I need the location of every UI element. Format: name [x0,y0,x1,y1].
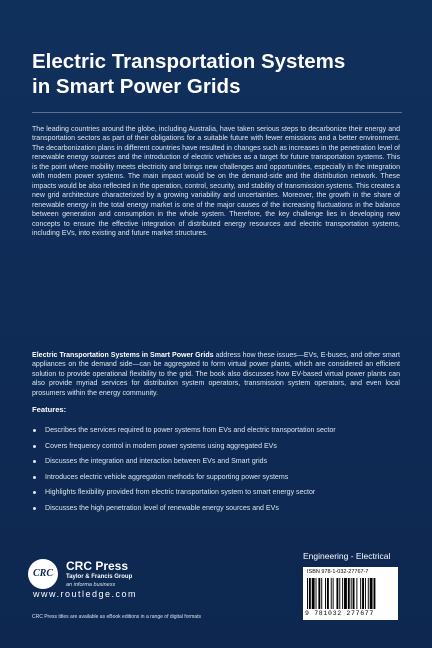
crc-logo-icon: CRC [28,559,58,589]
barcode [303,567,398,620]
description-paragraph-1: The leading countries around the globe, including Australia, have taken serious steps to decarbonize their energy and transportation sectors as part of their obligations for a suitable future with fewer emissions and a better environment. The decarbonization plans in different countries have resulted in changes such as increases in the penetration level of renewable energy sources and the introduction of electric vehicles as a target for future transportation systems. This is the point where mobility meets electricity and brings new challenges and opportunities, especially in the integration with modern power systems. The main impact would be on the demand-side and the distribution network. These impacts would be also reflected in the operation, control, security, and stability of transmission systems. This creates a new grid architecture characterized by a growing variability and uncertainties. Moreover, the growth in the share of renewable energy in the total energy market is one of the major causes of the increasing fluctuations in the balance between generation and consumption in the whole system. Therefore, the key challenge lies in developing new concepts to ensure the effective integration of distributed energy resources and electric transportation systems, including EVs, into existing and future market structures. [32,126,400,237]
feature-text: Discusses the high penetration level of renewable energy sources and EVs [45,504,279,512]
feature-item [32,488,392,497]
barcode-number: 9 781032 277677 [305,610,375,617]
feature-text: Covers frequency control in modern power systems using aggregated EVs [45,442,277,450]
publisher-url: www.routledge.com [33,589,138,599]
publisher-tagline: an informa business [66,582,116,588]
feature-text: Describes the services required to power systems from EVs and electric transportation sector [45,427,336,434]
description-paragraph-2 [32,351,400,398]
publisher-group: Taylor & Francis Group [66,574,133,580]
bullet-icon [33,507,36,510]
publisher-name: CRC Press [66,559,129,573]
bullet-icon [33,460,36,463]
title-divider [32,112,402,113]
feature-text: Discusses the integration and interaction between EVs and Smart grids [45,458,268,465]
book-title-line2: in Smart Power Grids [32,75,241,98]
feature-item [32,504,392,513]
barcode-bars-icon [307,578,394,609]
feature-item [32,426,392,435]
bullet-icon [33,445,36,448]
feature-text: Introduces electric vehicle aggregation methods for supporting power systems [45,473,289,481]
feature-item [32,457,392,466]
features-heading: Features: [32,405,67,414]
bullet-icon [33,491,36,494]
feature-item [32,442,392,451]
bullet-icon [33,429,36,432]
book-title [32,49,402,99]
feature-text: Highlights flexibility provided from electric transportation system to smart energy sector [45,489,316,496]
feature-item [32,473,392,482]
description-book-title: Electric Transportation Systems in Smart Power Grids [32,352,214,359]
ebook-footnote: CRC Press titles are available as eBook editions in a range of digital formats [32,614,201,620]
description-paragraph-2-text: address how these issues—EVs, E-buses, and other smart appliances on the demand side—can be aggregated to form virtual power plants, which are considered an efficient solution to provide operational flexibility to the grid. The book also discusses how EV-based virtual power plants can also provide myriad services for distribution system operators, transmission system operators, and even local prosumers within the energy community. [32,352,400,397]
bullet-icon [33,476,36,479]
book-title-line1: Electric Transportation Systems [32,50,346,73]
features-list [32,426,392,519]
isbn-text: ISBN 978-1-032-27767-7 [307,569,369,575]
subject-category: Engineering - Electrical [303,551,391,561]
